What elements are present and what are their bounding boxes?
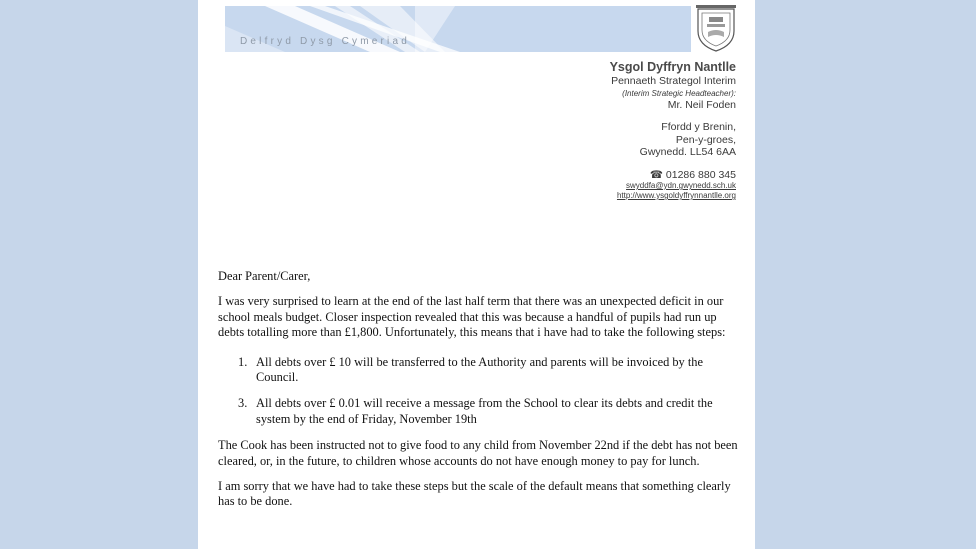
steps-list <box>218 351 738 428</box>
address-line-2: Pen-y-groes, <box>675 133 736 146</box>
apology-paragraph: I am sorry that we have had to take these steps but the scale of the default means that something clearly has to be done. <box>218 479 731 509</box>
email-link[interactable]: swyddfa@ydn.gwynedd.sch.uk <box>626 181 736 190</box>
salutation: Dear Parent/Carer, <box>218 269 311 283</box>
list-item-number: 3. <box>238 396 248 411</box>
website-link[interactable]: http://www.ysgoldyffrynnantlle.org <box>616 191 736 200</box>
cook-paragraph: The Cook has been instructed not to give food to any child from November 22nd if the debt has not been cleared, or, in the future, to children whose accounts do not have enough money to pay for lunch. <box>218 438 738 468</box>
school-crest-icon <box>695 5 737 53</box>
phone-number: ☎ 01286 880 345 <box>649 168 736 181</box>
list-item-text: All debts over £ 0.01 will receive a message from the School to clear its debts and credit the system by the end of Friday, November 19th <box>256 396 713 426</box>
head-name: Mr. Neil Foden <box>667 98 736 111</box>
letter-body <box>218 269 738 520</box>
address-line-3: Gwynedd. LL54 6AA <box>639 146 736 158</box>
address-line-1: Ffordd y Brenin, <box>661 121 736 133</box>
intro-paragraph: I was very surprised to learn at the end of the last half term that there was an unexpected deficit in our school meals budget. Closer inspection revealed that this was because a handful of pupils had run up debts totalling more than £1,800. Unfortunately, this means that i have had to take the following steps: <box>218 294 726 340</box>
school-name: Ysgol Dyffryn Nantlle <box>609 60 736 74</box>
list-item <box>218 355 738 386</box>
head-role-english: (Interim Strategic Headteacher): <box>622 88 736 98</box>
letterhead-banner <box>225 6 691 52</box>
letter-page <box>198 0 755 549</box>
school-address-block <box>476 59 736 201</box>
banner-motto: Delfryd Dysg Cymeriad <box>240 36 411 47</box>
head-role-welsh: Pennaeth Strategol Interim <box>611 75 736 87</box>
list-item-text: All debts over £ 10 will be transferred to the Authority and parents will be invoiced by the Council. <box>256 354 703 385</box>
list-item-number: 1. <box>238 354 248 369</box>
list-item <box>218 396 738 427</box>
